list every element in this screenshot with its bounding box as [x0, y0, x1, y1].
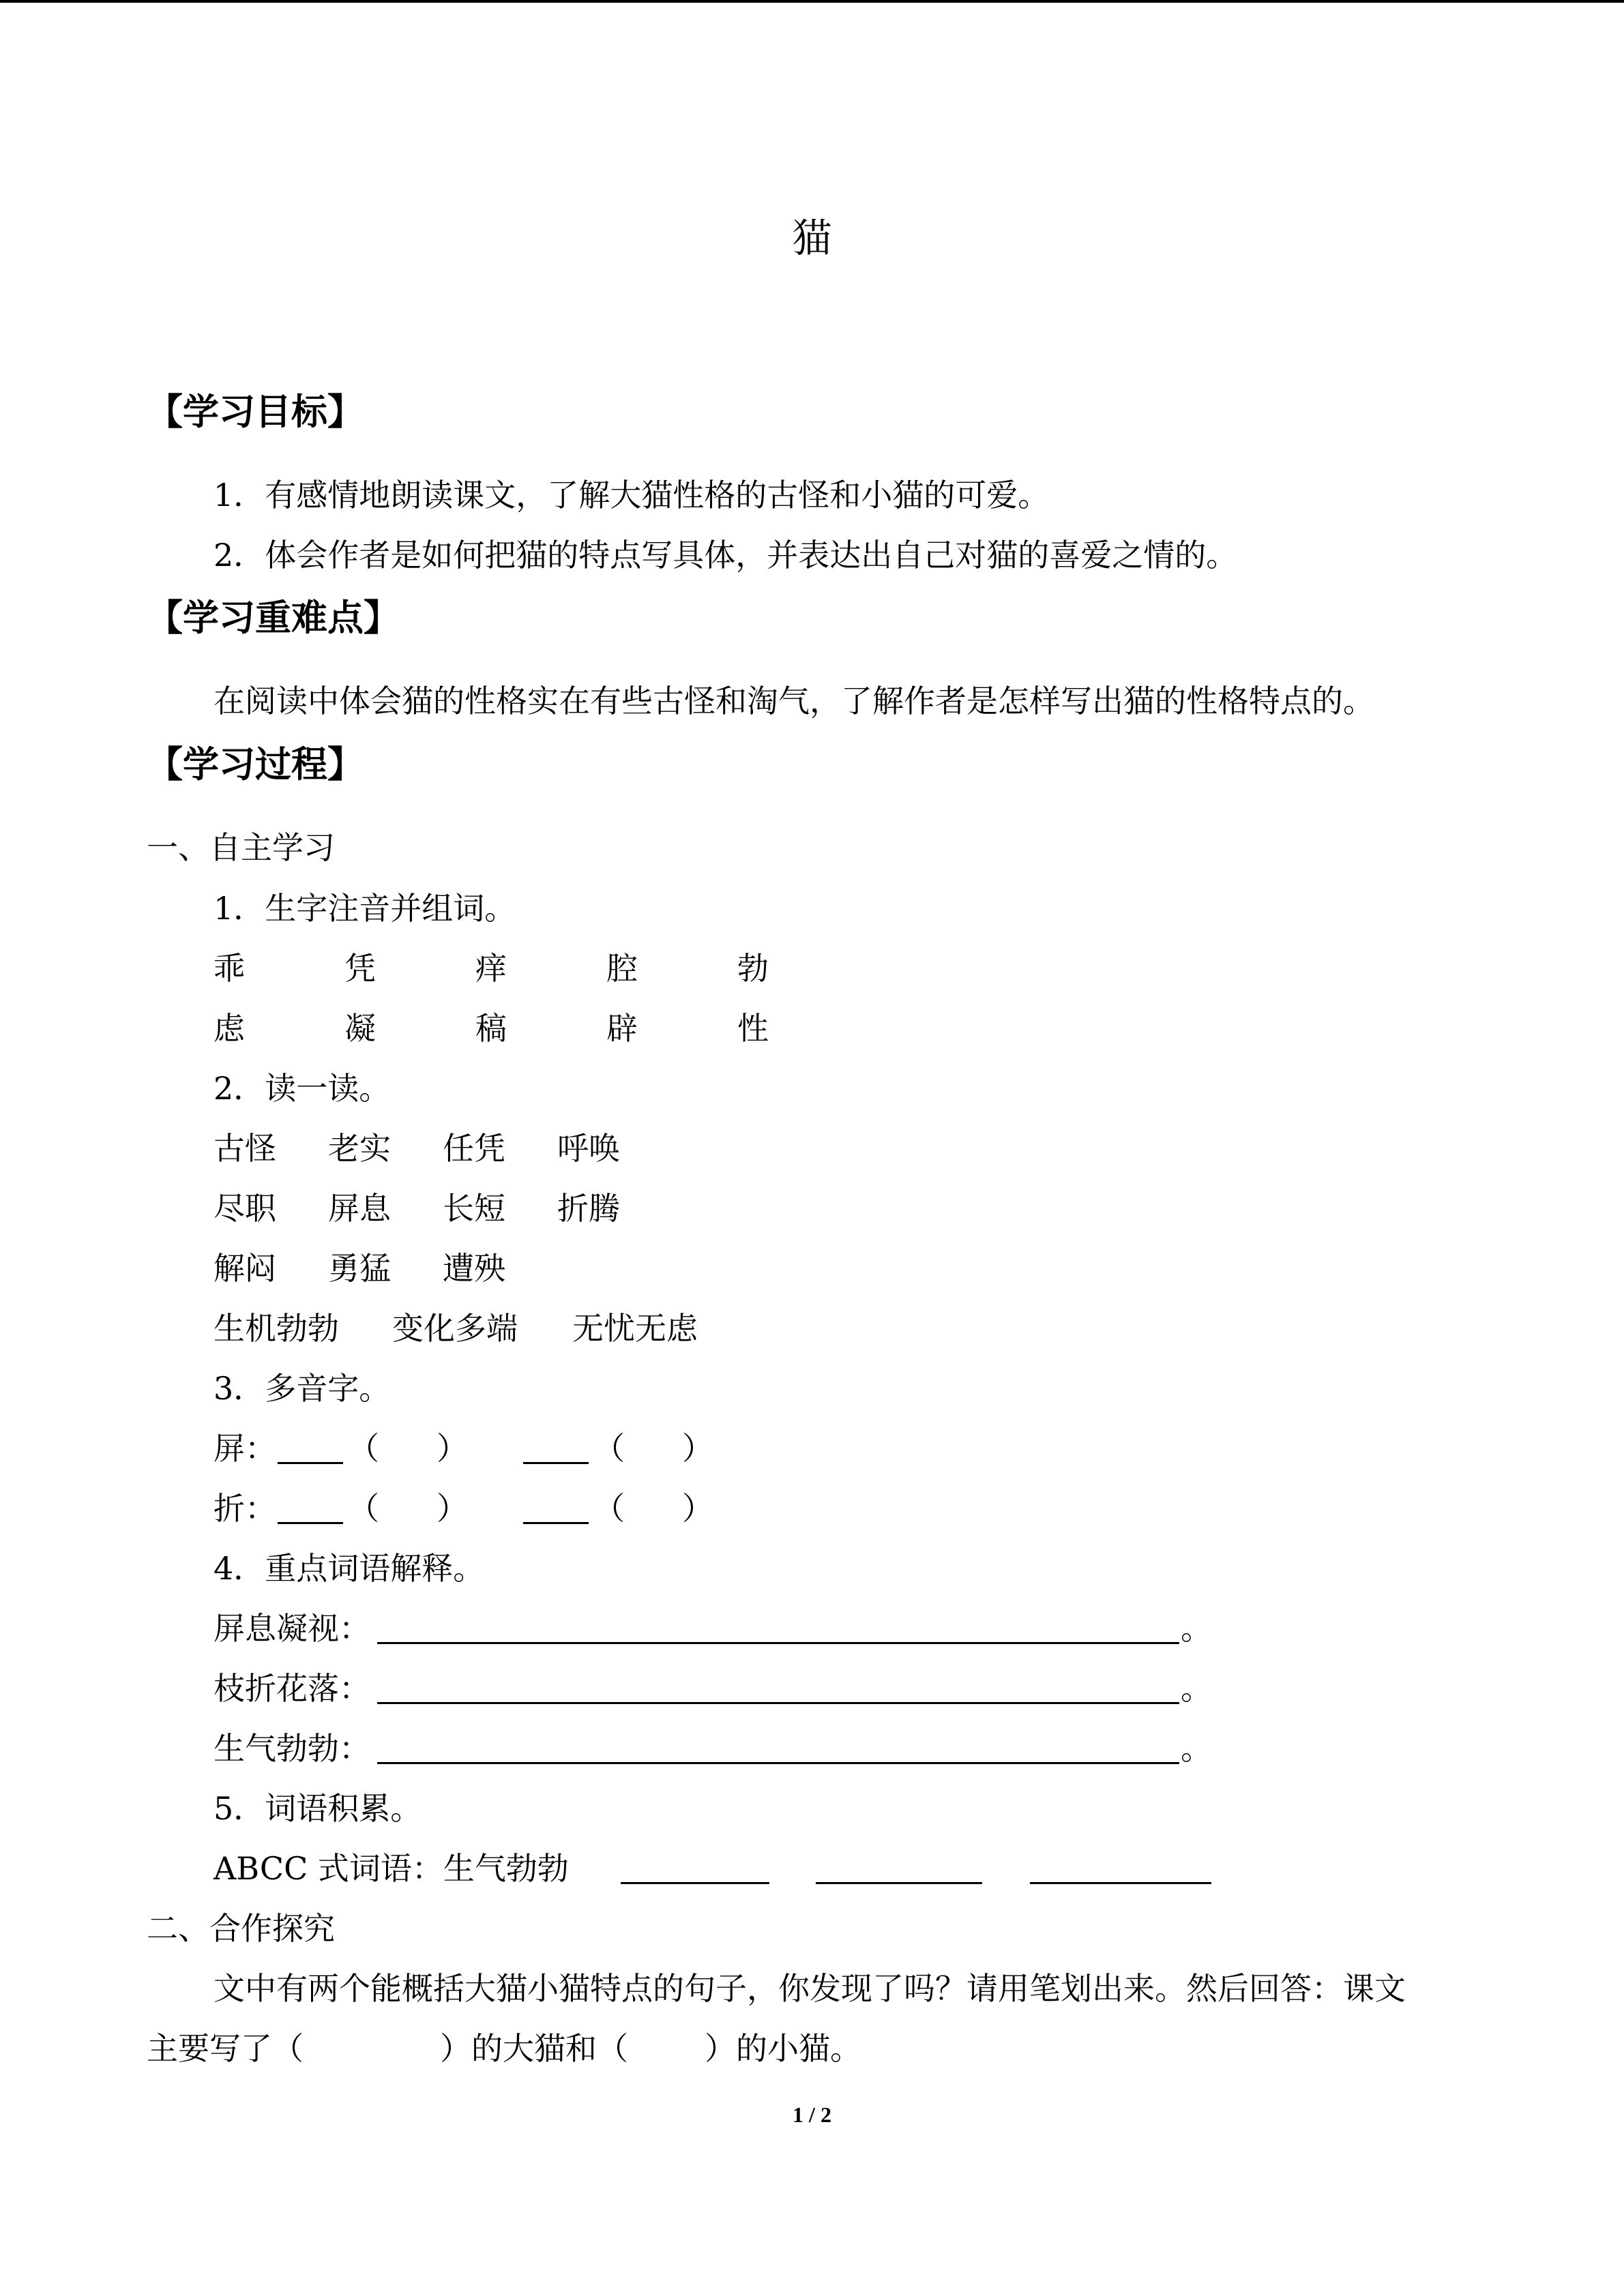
part2-heading: 二、合作探究: [147, 1910, 335, 1947]
q1-char: 腔: [606, 950, 638, 987]
q5-label: 5．词语积累。: [213, 1790, 422, 1827]
goal-item-1: 1．有感情地朗读课文，了解大猫性格的古怪和小猫的可爱。: [213, 477, 1050, 513]
q2-word: 长短: [443, 1190, 505, 1227]
process-heading: 【学习过程】: [147, 744, 364, 786]
q4-end: 。: [1181, 1670, 1212, 1707]
q5-blank[interactable]: [621, 1855, 769, 1884]
q3-char: 折：: [213, 1490, 276, 1527]
page-top-border: [0, 0, 1624, 3]
part2-line2-c: ）的小猫。: [705, 2030, 861, 2067]
q1-char: 性: [737, 1010, 769, 1047]
q3-blank[interactable]: [523, 1495, 589, 1524]
q3-paren-open: （: [348, 1430, 379, 1467]
q5-blank[interactable]: [1030, 1855, 1211, 1884]
page-title: 猫: [792, 215, 832, 261]
q2-word: 屏息: [328, 1190, 391, 1227]
q1-char: 痒: [475, 950, 507, 987]
q2-word: 古怪: [213, 1130, 276, 1167]
part2-line2-a: 主要写了（: [147, 2030, 304, 2067]
part2-line2-b: ）的大猫和（: [440, 2030, 628, 2067]
q3-paren-close: ）: [437, 1490, 468, 1527]
page-number: 1 / 2: [793, 2102, 831, 2127]
goals-heading: 【学习目标】: [147, 391, 364, 433]
q2-word: 折腾: [557, 1190, 620, 1227]
q3-paren-close: ）: [682, 1490, 713, 1527]
q3-blank[interactable]: [278, 1495, 343, 1524]
q4-answer-line[interactable]: [377, 1735, 1179, 1764]
q5-blank[interactable]: [816, 1855, 982, 1884]
q2-word: 呼唤: [557, 1130, 620, 1167]
q1-label: 1．生字注音并组词。: [213, 890, 516, 927]
key-points-text: 在阅读中体会猫的性格实在有些古怪和淘气，了解作者是怎样写出猫的性格特点的。: [213, 683, 1374, 719]
q1-char: 辟: [606, 1010, 638, 1047]
q4-end: 。: [1181, 1610, 1212, 1647]
q2-label: 2．读一读。: [213, 1070, 391, 1107]
q2-word: 解闷: [213, 1250, 276, 1287]
q4-term: 生气勃勃：: [213, 1730, 370, 1767]
q3-blank[interactable]: [278, 1435, 343, 1464]
part2-line1: 文中有两个能概括大猫小猫特点的句子，你发现了吗？请用笔划出来。然后回答：课文: [213, 1970, 1406, 2007]
goal-item-2: 2．体会作者是如何把猫的特点写具体，并表达出自己对猫的喜爱之情的。: [213, 537, 1238, 573]
part1-heading: 一、自主学习: [147, 829, 335, 866]
q4-term: 屏息凝视：: [213, 1610, 370, 1647]
q3-paren-open: （: [593, 1430, 625, 1467]
q2-word: 无忧无虑: [572, 1310, 698, 1347]
q1-char: 虑: [213, 1010, 245, 1047]
q1-char: 凝: [344, 1010, 376, 1047]
q2-word: 任凭: [443, 1130, 505, 1167]
q3-blank[interactable]: [523, 1435, 589, 1464]
q1-char: 勃: [737, 950, 769, 987]
q4-answer-line[interactable]: [377, 1675, 1179, 1704]
q3-label: 3．多音字。: [213, 1370, 391, 1407]
q3-paren-close: ）: [437, 1430, 468, 1467]
q3-paren-open: （: [348, 1490, 379, 1527]
q4-term: 枝折花落：: [213, 1670, 370, 1707]
q1-char: 乖: [213, 950, 245, 987]
q3-paren-close: ）: [682, 1430, 713, 1467]
q2-word: 尽职: [213, 1190, 276, 1227]
q4-answer-line[interactable]: [377, 1615, 1179, 1644]
q2-word: 勇猛: [328, 1250, 391, 1287]
q2-word: 生机勃勃: [213, 1310, 339, 1347]
q3-paren-open: （: [593, 1490, 625, 1527]
q5-prompt: ABCC 式词语：生气勃勃: [213, 1850, 569, 1887]
q1-char: 稿: [475, 1010, 507, 1047]
q2-word: 变化多端: [392, 1310, 518, 1347]
q2-word: 老实: [328, 1130, 391, 1167]
q3-char: 屏：: [213, 1430, 276, 1467]
q4-end: 。: [1181, 1730, 1212, 1767]
q2-word: 遭殃: [443, 1250, 505, 1287]
q1-char: 凭: [344, 950, 376, 987]
key-points-heading: 【学习重难点】: [147, 597, 400, 639]
q4-label: 4．重点词语解释。: [213, 1550, 485, 1587]
